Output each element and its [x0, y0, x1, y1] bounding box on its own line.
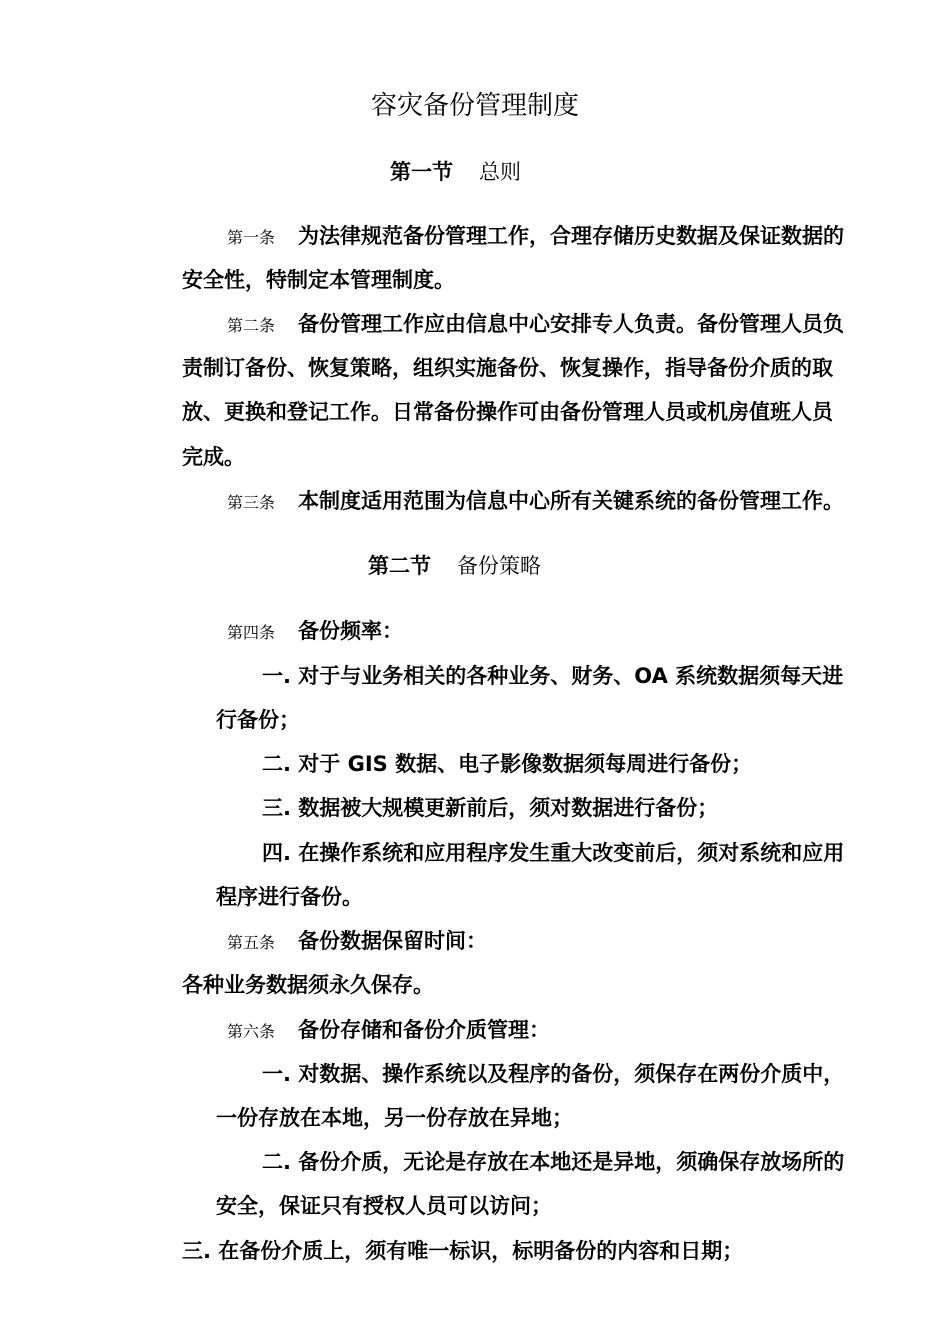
article-1-line-2: 安全性，特制定本管理制度。 [182, 268, 455, 292]
article-1-line-1: 为法律规范备份管理工作，合理存储历史数据及保证数据的 [298, 224, 844, 248]
article-6-item-2-line-1: 二. 备份介质，无论是存放在本地还是异地，须确保存放场所的 [262, 1150, 845, 1174]
article-5-heading: 备份数据保留时间： [298, 929, 487, 953]
article-6-heading: 备份存储和备份介质管理： [298, 1018, 550, 1042]
article-5-body: 各种业务数据须永久保存。 [182, 973, 434, 997]
article-2-line-2: 责制订备份、恢复策略，组织实施备份、恢复操作，指导备份介质的取 [182, 356, 833, 380]
article-6-item-2-line-2: 安全，保证只有授权人员可以访问； [216, 1194, 552, 1218]
section-heading-2 [368, 556, 541, 577]
article-6-item-3: 三. 在备份介质上，须有唯一标识，标明备份的内容和日期； [182, 1239, 744, 1263]
article-label-1: 第一条 [227, 228, 276, 247]
article-6-item-1-line-1: 一. 对数据、操作系统以及程序的备份，须保存在两份介质中， [262, 1062, 845, 1086]
section-heading-1 [390, 162, 521, 183]
section-name: 总则 [479, 160, 521, 184]
article-label-6: 第六条 [227, 1022, 276, 1041]
article-2-line-1: 备份管理工作应由信息中心安排专人负责。备份管理人员负 [298, 312, 844, 336]
article-4-heading: 备份频率： [298, 619, 403, 643]
article-4-item-4-line-2: 程序进行备份。 [216, 885, 363, 909]
article-label-4: 第四条 [227, 623, 276, 642]
article-2-line-4: 完成。 [182, 445, 245, 469]
article-4-item-4-line-1: 四. 在操作系统和应用程序发生重大改变前后，须对系统和应用 [262, 841, 845, 865]
section-name: 备份策略 [457, 554, 541, 578]
article-3-line-1: 本制度适用范围为信息中心所有关键系统的备份管理工作。 [298, 489, 844, 513]
article-4-item-1-line-1: 一. 对于与业务相关的各种业务、财务、OA 系统数据须每天进 [262, 664, 844, 688]
article-4-item-1-line-2: 行备份； [216, 708, 300, 732]
article-2-line-3: 放、更换和登记工作。日常备份操作可由备份管理人员或机房值班人员 [182, 400, 833, 424]
article-label-5: 第五条 [227, 933, 276, 952]
article-4-item-2: 二. 对于 GIS 数据、电子影像数据须每周进行备份； [262, 752, 753, 776]
section-number: 第二节 [368, 554, 431, 578]
article-4-item-3: 三. 数据被大规模更新前后，须对数据进行备份； [262, 796, 719, 820]
document-title: 容灾备份管理制度 [370, 91, 579, 121]
article-label-2: 第二条 [227, 316, 276, 335]
section-number: 第一节 [390, 160, 453, 184]
article-label-3: 第三条 [227, 493, 276, 512]
article-6-item-1-line-2: 一份存放在本地，另一份存放在异地； [216, 1106, 573, 1130]
